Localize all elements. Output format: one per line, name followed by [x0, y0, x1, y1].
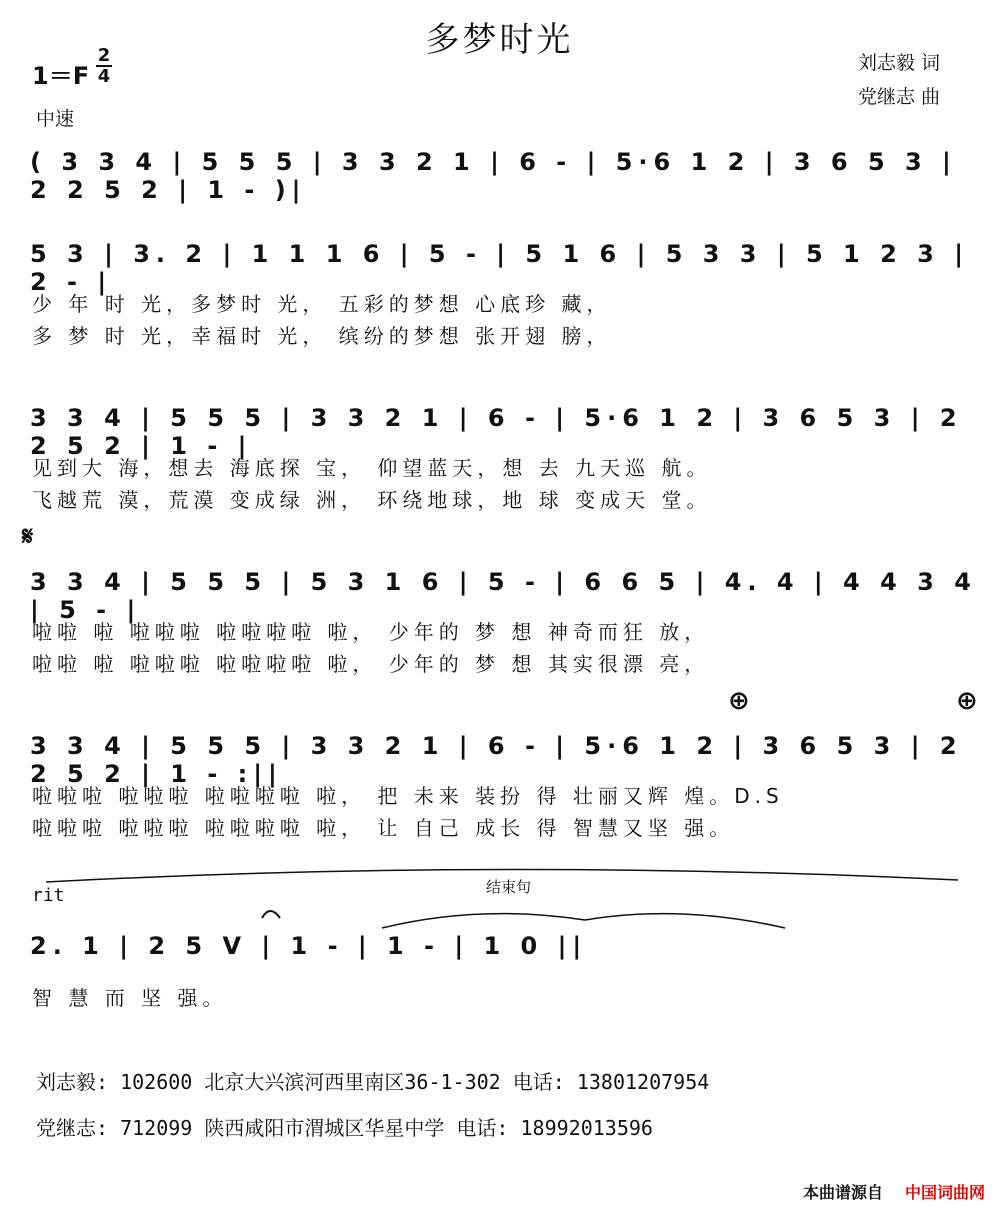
- ending-phrase-slur: [46, 869, 958, 882]
- system-4-notes: 3 3 4 | 5 5 5 | 5 3 1 6 | 5 - | 6 6 5 | 4. 4 | 4 4 3 4 | 5 - |: [30, 568, 977, 624]
- page-title: 多梦时光: [425, 20, 574, 60]
- contact-lyricist: 刘志毅: 102600 北京大兴滨河西里南区36-1-302 电话: 13801207954: [36, 1070, 710, 1094]
- system-3-notes: 3 3 4 | 5 5 5 | 3 3 2 1 | 6 - | 5·6 1 2 | 3 6 5 3 | 2 2 5 2 | 1 - |: [30, 404, 963, 460]
- tie-arc-2: [585, 914, 785, 928]
- source-label: 本曲谱源自: [802, 1183, 883, 1202]
- system-6-notes: 2. 1 | 2 5 V | 1 - | 1 - | 1 0 ||: [30, 932, 588, 960]
- system-3-lyric-verse-2: 飞越荒 漠，荒漠 变成绿 洲， 环绕地球，地 球 变成天 堂。: [32, 488, 712, 512]
- system-2-lyric-verse-2: 多 梦 时 光，幸福时 光， 缤纷的梦想 张开翅 膀，: [32, 324, 612, 348]
- system-5-lyric-verse-2: 啦啦啦 啦啦啦 啦啦啦啦 啦， 让 自己 成长 得 智慧又坚 强。: [32, 816, 735, 840]
- fermata-icon: [262, 911, 280, 918]
- lyricist-credit: 刘志毅 词: [858, 52, 941, 74]
- system-3-lyric-verse-1: 见到大 海，想去 海底探 宝， 仰望蓝天，想 去 九天巡 航。: [32, 456, 712, 480]
- source-site[interactable]: 中国词曲网: [904, 1183, 985, 1202]
- key-signature: 1＝F: [32, 62, 90, 90]
- system-1-notes: ( 3 3 4 | 5 5 5 | 3 3 2 1 | 6 - | 5·6 1 2 | 3 6 5 3 | 2 2 5 2 | 1 - )|: [30, 148, 957, 204]
- time-signature-bottom: 4: [97, 66, 111, 87]
- source-credit: [803, 1180, 985, 1203]
- coda-sign-1: ⊕: [728, 686, 750, 716]
- system-5-notes: 3 3 4 | 5 5 5 | 3 3 2 1 | 6 - | 5·6 1 2 | 3 6 5 3 | 2 2 5 2 | 1 - :||: [30, 732, 963, 788]
- composer-credit: 党继志 曲: [858, 86, 941, 108]
- system-2-notes: 5 3 | 3. 2 | 1 1 1 6 | 5 - | 5 1 6 | 5 3 3 | 5 1 2 3 | 2 - |: [30, 240, 969, 296]
- system-2-lyric-verse-1: 少 年 时 光，多梦时 光， 五彩的梦想 心底珍 藏，: [32, 292, 612, 316]
- coda-sign-2: ⊕: [956, 686, 978, 716]
- tempo-marking: 中速: [36, 108, 75, 130]
- segno-sign: 𝄋: [22, 522, 34, 552]
- ending-label: 结束句: [486, 878, 532, 896]
- time-signature-top: 2: [97, 45, 111, 66]
- system-4-lyric-verse-1: 啦啦 啦 啦啦啦 啦啦啦啦 啦， 少年的 梦 想 神奇而狂 放，: [32, 620, 710, 644]
- contact-composer: 党继志: 712099 陕西咸阳市渭城区华星中学 电话: 18992013596: [36, 1116, 653, 1140]
- system-5-lyric-verse-1: 啦啦啦 啦啦啦 啦啦啦啦 啦， 把 未来 装扮 得 壮丽又辉 煌。D.S: [32, 784, 784, 808]
- system-6-lyric: 智 慧 而 坚 强。: [32, 986, 228, 1010]
- tie-arc-1: [382, 914, 585, 928]
- system-4-lyric-verse-2: 啦啦 啦 啦啦啦 啦啦啦啦 啦， 少年的 梦 想 其实很漂 亮，: [32, 652, 710, 676]
- ritardando-marking: rit: [32, 885, 65, 906]
